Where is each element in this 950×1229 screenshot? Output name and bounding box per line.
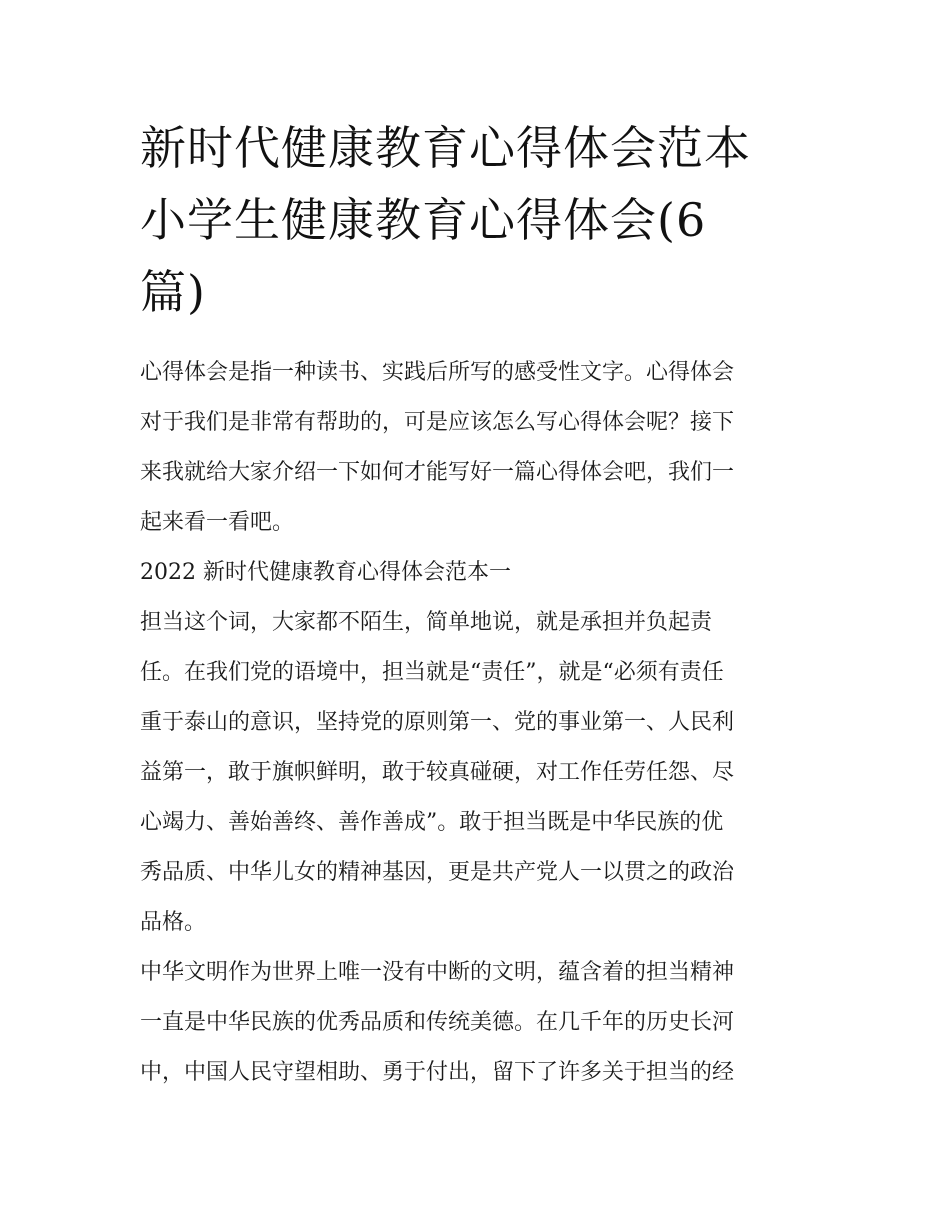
- body-paragraph-2: [140, 954, 812, 1104]
- text-line: 任。在我们党的语境中，担当就是“责任”，就是“必须有责任: [140, 660, 724, 685]
- text-line: 一直是中华民族的优秀品质和传统美德。在几千年的历史长河: [140, 1010, 735, 1035]
- text-line: 中，中国人民守望相助、勇于付出，留下了许多关于担当的经: [140, 1060, 735, 1085]
- text-line: 起来看一看吧。: [140, 510, 295, 535]
- title-line: 篇): [140, 265, 206, 319]
- title-line: 小学生健康教育心得体会(6: [140, 193, 707, 247]
- text-line: 来我就给大家介绍一下如何才能写好一篇心得体会吧，我们一: [140, 460, 735, 485]
- text-line: 重于泰山的意识，坚持党的原则第一、党的事业第一、人民利: [140, 710, 735, 735]
- document-body: [140, 354, 812, 1104]
- intro-paragraph: [140, 354, 812, 554]
- title-line: 新时代健康教育心得体会范本: [140, 121, 751, 175]
- body-paragraph-1: [140, 604, 812, 954]
- text-line: 心得体会是指一种读书、实践后所写的感受性文字。心得体会: [140, 360, 735, 385]
- text-line: 心竭力、善始善终、善作善成”。敢于担当既是中华民族的优: [140, 810, 724, 835]
- section-heading: 2022 新时代健康教育心得体会范本一: [140, 560, 511, 585]
- text-line: 益第一，敢于旗帜鲜明，敢于较真碰硬，对工作任劳任怨、尽: [140, 760, 735, 785]
- text-line: 秀品质、中华儿女的精神基因，更是共产党人一以贯之的政治: [140, 860, 735, 885]
- document-page: [140, 112, 812, 1104]
- text-line: 担当这个词，大家都不陌生，简单地说，就是承担并负起责: [140, 610, 713, 635]
- text-line: 对于我们是非常有帮助的，可是应该怎么写心得体会呢？接下: [140, 410, 735, 435]
- document-title: [140, 112, 812, 328]
- text-line: 中华文明作为世界上唯一没有中断的文明，蕴含着的担当精神: [140, 960, 735, 985]
- text-line: 品格。: [140, 910, 207, 935]
